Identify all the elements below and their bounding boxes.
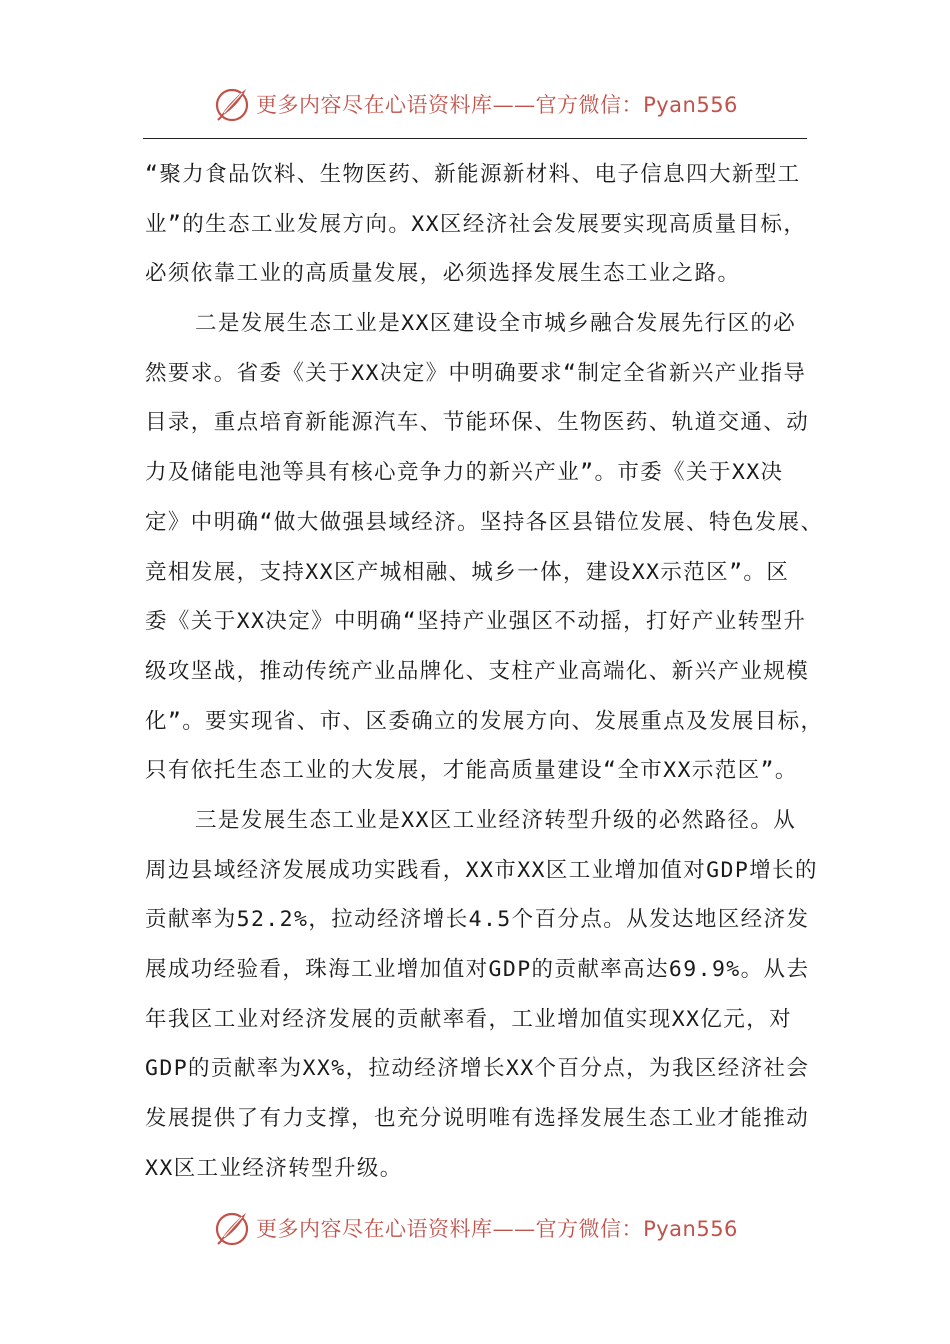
header-wechat-id: Pyan556 xyxy=(643,93,738,117)
paragraph-start-line: 二是发展生态工业是XX区建设全市城乡融合发展先行区的必 xyxy=(195,311,797,337)
header-brand-text xyxy=(256,89,738,119)
text-line: 力及储能电池等具有核心竞争力的新兴产业”。市委《关于XX决 xyxy=(145,460,784,486)
footer-brand-name: 更多内容尽在心语资料库 xyxy=(256,1217,493,1241)
text-line: 竞相发展，支持XX区产城相融、城乡一体，建设XX示范区”。区 xyxy=(145,559,790,585)
text-line: 发展提供了有力支撑，也充分说明唯有选择发展生态工业才能推动 xyxy=(145,1106,810,1132)
quill-pen-logo-icon xyxy=(212,1208,252,1248)
text-line: 定》中明确“做大做强县域经济。坚持各区县错位发展、特色发展、 xyxy=(145,509,824,535)
text-line: “聚力食品饮料、生物医药、新能源新材料、电子信息四大新型工 xyxy=(145,162,801,187)
paragraph-start-line: 三是发展生态工业是XX区工业经济转型升级的必然路径。从 xyxy=(195,807,797,833)
text-line: 周边县域经济发展成功实践看，XX市XX区工业增加值对GDP增长的 xyxy=(145,857,818,883)
text-line: 展成功经验看，珠海工业增加值对GDP的贡献率高达69.9%。从去 xyxy=(145,957,810,982)
header-brand-name: 更多内容尽在心语资料库 xyxy=(256,93,493,117)
text-line: GDP的贡献率为XX%，拉动经济增长XX个百分点，为我区经济社会 xyxy=(145,1056,810,1082)
text-line: 目录，重点培育新能源汽车、节能环保、生物医药、轨道交通、动 xyxy=(145,410,810,436)
text-line: 业”的生态工业发展方向。XX区经济社会发展要实现高质量目标， xyxy=(145,211,807,237)
footer-wechat-label: 官方微信： xyxy=(535,1217,644,1241)
footer-banner xyxy=(0,1208,950,1248)
header-dash: —— xyxy=(492,93,536,117)
footer-wechat-id: Pyan556 xyxy=(643,1217,738,1241)
footer-dash: —— xyxy=(492,1217,536,1241)
header-wechat-label: 官方微信： xyxy=(535,93,644,117)
text-line: XX区工业经济转型升级。 xyxy=(145,1155,403,1181)
text-line: 然要求。省委《关于XX决定》中明确要求“制定全省新兴产业指导 xyxy=(145,360,807,386)
document-body xyxy=(145,150,824,1193)
text-line: 化”。要实现省、市、区委确立的发展方向、发展重点及发展目标， xyxy=(145,708,824,734)
footer-brand-text xyxy=(256,1213,738,1243)
text-line: 级攻坚战，推动传统产业品牌化、支柱产业高端化、新兴产业规模 xyxy=(145,658,810,684)
quill-pen-logo-icon xyxy=(212,84,252,124)
header-divider xyxy=(143,138,807,139)
text-line: 年我区工业对经济发展的贡献率看，工业增加值实现XX亿元，对 xyxy=(145,1006,792,1032)
text-line: 贡献率为52.2%，拉动经济增长4.5个百分点。从发达地区经济发 xyxy=(145,907,810,933)
text-line: 只有依托生态工业的大发展，才能高质量建设“全市XX示范区”。 xyxy=(145,758,798,784)
text-line: 必须依靠工业的高质量发展，必须选择发展生态工业之路。 xyxy=(145,261,741,287)
text-line: 委《关于XX决定》中明确“坚持产业强区不动摇，打好产业转型升 xyxy=(145,609,807,635)
header-banner xyxy=(0,84,950,124)
